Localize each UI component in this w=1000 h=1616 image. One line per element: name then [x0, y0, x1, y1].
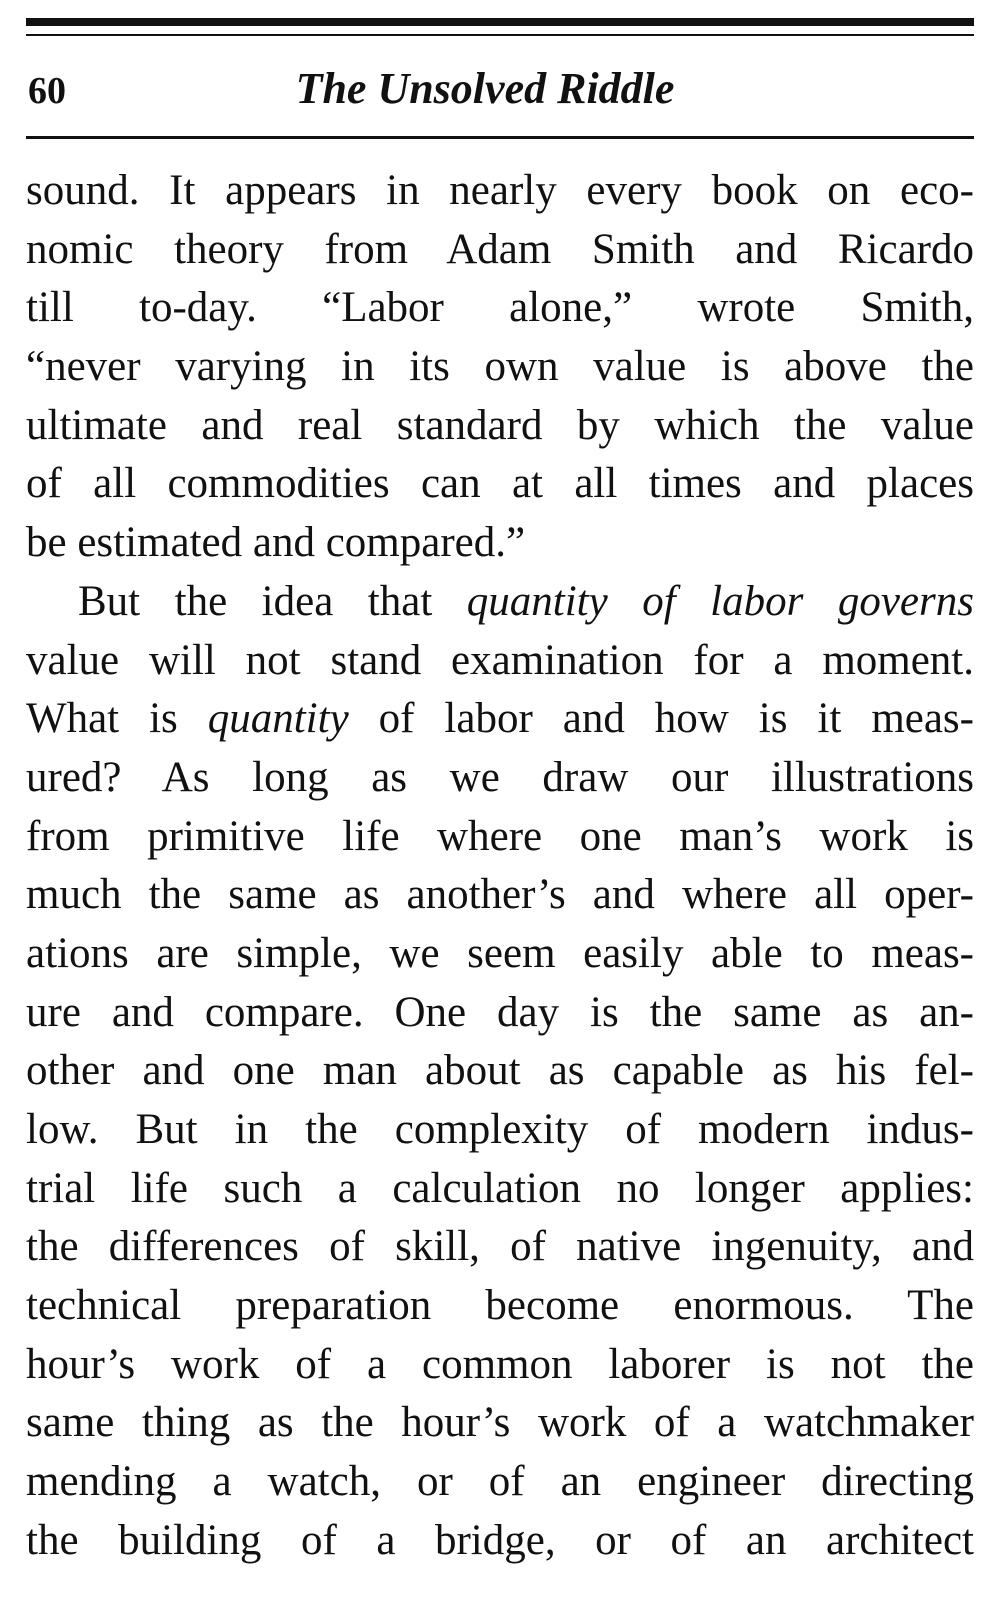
- text-line: technical preparation become enormous. The: [26, 1282, 974, 1330]
- text-line: the building of a bridge, or of an architect: [26, 1516, 974, 1564]
- text-line-paragraph-start: [26, 573, 974, 632]
- text-line: low. But in the complexity of modern indus-: [26, 1106, 974, 1153]
- text-line: mending a watch, or of an engineer directing: [26, 1458, 974, 1506]
- text-line: value will not stand examination for a moment.: [26, 636, 974, 684]
- italic-phrase: quantity of labor governs: [466, 577, 974, 625]
- text-line: other and one man about as capable as his fel-: [26, 1047, 974, 1095]
- text-line: hour’s work of a common laborer is not the: [26, 1340, 974, 1388]
- header-rule: [26, 136, 974, 139]
- text-line: till to-day. “Labor alone,” wrote Smith,: [26, 284, 974, 332]
- text-line: ure and compare. One day is the same as an-: [26, 988, 974, 1036]
- text-line: same thing as the hour’s work of a watchmaker: [26, 1399, 974, 1447]
- text-line: ured? As long as we draw our illustrations: [26, 753, 974, 801]
- page-header: [26, 62, 974, 122]
- text-line: sound. It appears in nearly every book on eco-: [26, 167, 974, 214]
- text-run: of labor and how is it meas-: [348, 695, 974, 743]
- text-run: What is: [26, 695, 208, 743]
- text-line: ultimate and real standard by which the value: [26, 401, 974, 449]
- top-rule-thin: [26, 34, 974, 36]
- text-line: of all commodities can at all times and places: [26, 460, 974, 508]
- text-line: “never varying in its own value is above the: [26, 343, 974, 391]
- text-line: much the same as another’s and where all oper-: [26, 871, 974, 919]
- text-line: from primitive life where one man’s work is: [26, 812, 974, 860]
- top-rule-thick: [26, 18, 974, 26]
- text-line: the differences of skill, of native ingenuity, and: [26, 1223, 974, 1271]
- page-number: 60: [28, 70, 66, 112]
- text-line: be estimated and compared.”: [26, 519, 526, 567]
- running-title: The Unsolved Riddle: [295, 64, 675, 113]
- text-line: nomic theory from Adam Smith and Ricardo: [26, 225, 974, 273]
- body-text: [26, 162, 974, 1571]
- text-run: But the idea that: [78, 577, 467, 625]
- text-line: [26, 690, 974, 749]
- text-line: trial life such a calculation no longer applies:: [26, 1164, 974, 1212]
- italic-word: quantity: [207, 695, 349, 743]
- text-line: ations are simple, we seem easily able to meas-: [26, 929, 974, 977]
